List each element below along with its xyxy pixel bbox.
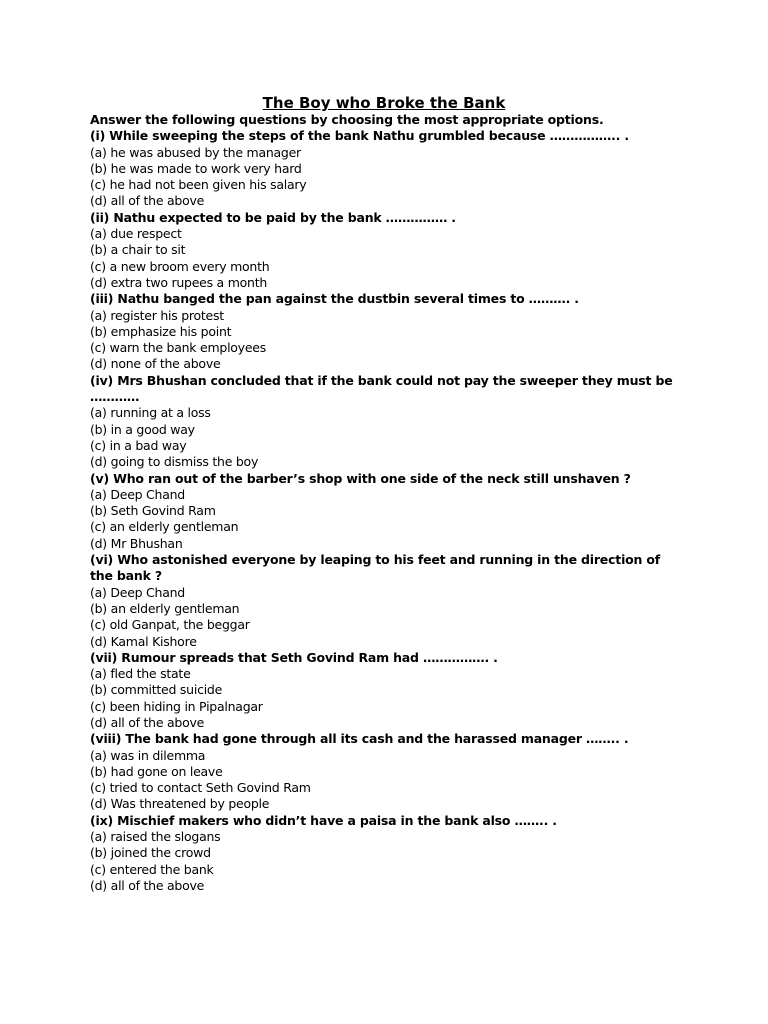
option-a: (a) fled the state (90, 666, 191, 682)
option-b: (b) committed suicide (90, 682, 223, 698)
question-text: (ii) Nathu expected to be paid by the bank …………… . (90, 209, 456, 225)
option-b: (b) in a good way (90, 421, 195, 437)
option-c: (c) warn the bank employees (90, 340, 266, 356)
option-a: (a) was in dilemma (90, 747, 206, 763)
instructions: Answer the following questions by choosing the most appropriate options. (90, 112, 604, 127)
option-d: (d) all of the above (90, 714, 205, 730)
option-b: (b) joined the crowd (90, 845, 211, 861)
question-block (90, 373, 690, 471)
option-b: (b) had gone on leave (90, 763, 223, 779)
option-d: (d) all of the above (90, 877, 205, 893)
question-block (90, 731, 690, 812)
option-d: (d) Was threatened by people (90, 796, 270, 812)
option-a: (a) Deep Chand (90, 584, 185, 600)
question-text: (iii) Nathu banged the pan against the dustbin several times to ………. . (90, 291, 579, 307)
option-c: (c) in a bad way (90, 437, 187, 453)
option-d: (d) going to dismiss the boy (90, 454, 259, 470)
question-text: (ix) Mischief makers who didn’t have a paisa in the bank also …….. . (90, 812, 557, 828)
question-text: (i) While sweeping the steps of the bank Nathu grumbled because …………….. . (90, 128, 629, 144)
question-text: (iv) Mrs Bhushan concluded that if the bank could not pay the sweeper they must be ………… (90, 372, 673, 405)
option-c: (c) a new broom every month (90, 258, 270, 274)
option-b: (b) an elderly gentleman (90, 600, 240, 616)
option-d: (d) extra two rupees a month (90, 274, 268, 290)
question-block (90, 650, 690, 731)
worksheet-content (90, 112, 690, 894)
question-block (90, 552, 690, 650)
question-text: (viii) The bank had gone through all its cash and the harassed manager …….. . (90, 731, 629, 747)
option-c: (c) an elderly gentleman (90, 519, 239, 535)
option-d: (d) none of the above (90, 356, 221, 372)
page-title: The Boy who Broke the Bank (262, 94, 506, 112)
question-text: (vi) Who astonished everyone by leaping to his feet and running in the direction of the bank ? (90, 552, 661, 584)
option-b: (b) a chair to sit (90, 242, 186, 258)
option-c: (c) been hiding in Pipalnagar (90, 698, 263, 714)
option-a: (a) register his protest (90, 307, 224, 323)
option-c: (c) entered the bank (90, 861, 214, 877)
question-block (90, 813, 690, 894)
option-a: (a) raised the slogans (90, 829, 221, 845)
option-c: (c) old Ganpat, the beggar (90, 617, 250, 633)
question-block (90, 128, 690, 209)
option-b: (b) emphasize his point (90, 323, 232, 339)
option-b: (b) Seth Govind Ram (90, 503, 216, 519)
option-d: (d) Mr Bhushan (90, 535, 183, 551)
option-d: (d) Kamal Kishore (90, 633, 197, 649)
option-d: (d) all of the above (90, 193, 205, 209)
question-block (90, 471, 690, 552)
question-text: (v) Who ran out of the barber’s shop with one side of the neck still unshaven ? (90, 470, 631, 486)
option-a: (a) running at a loss (90, 405, 211, 421)
option-a: (a) Deep Chand (90, 486, 185, 502)
option-a: (a) he was abused by the manager (90, 144, 301, 160)
question-block (90, 210, 690, 291)
question-block (90, 291, 690, 372)
option-b: (b) he was made to work very hard (90, 160, 302, 176)
option-c: (c) he had not been given his salary (90, 177, 307, 193)
option-c: (c) tried to contact Seth Govind Ram (90, 780, 311, 796)
question-text: (vii) Rumour spreads that Seth Govind Ram had ……………. . (90, 649, 498, 665)
option-a: (a) due respect (90, 226, 182, 242)
